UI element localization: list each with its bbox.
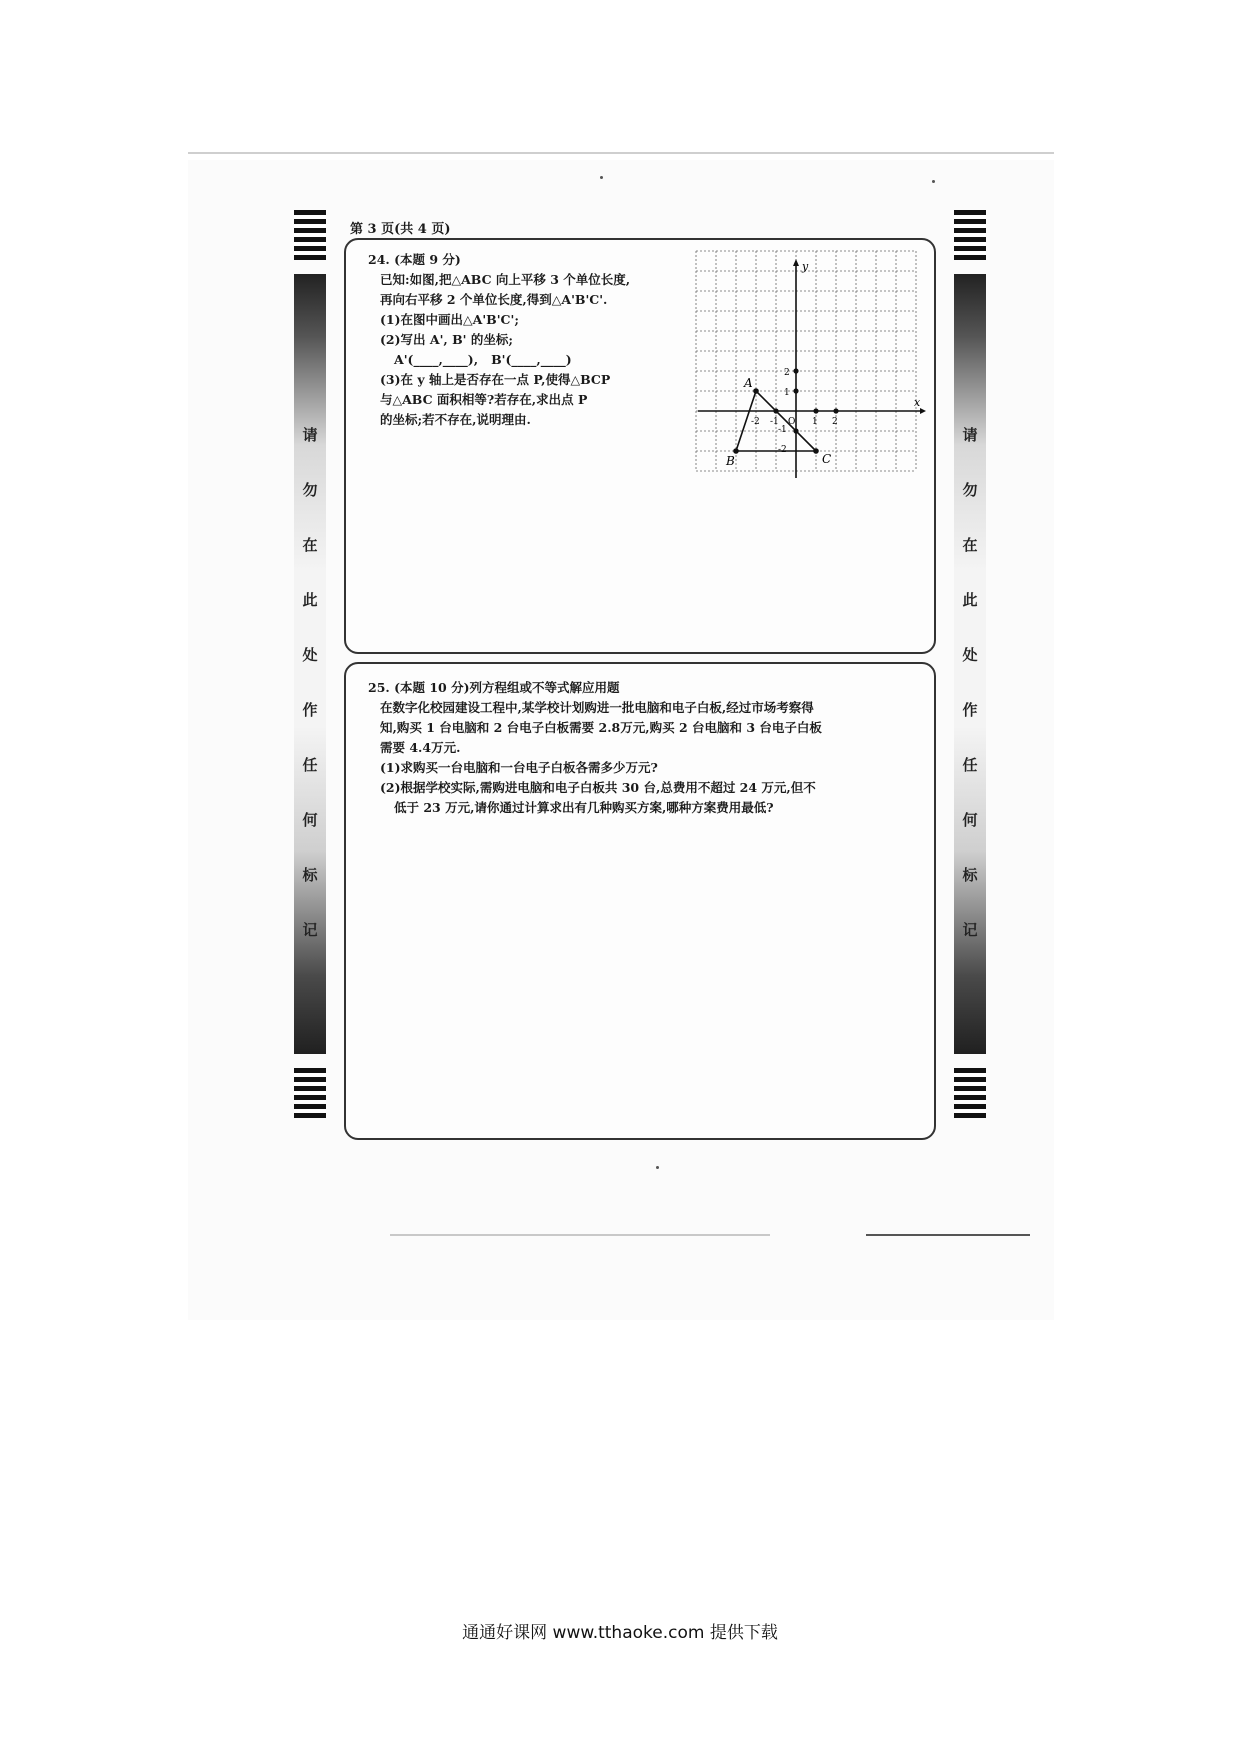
left-margin-strip: [294, 210, 326, 1118]
side-char: 此: [302, 591, 318, 609]
top-rule: [188, 152, 1054, 154]
side-char: 勿: [962, 481, 978, 499]
scan-speck: [656, 1166, 659, 1169]
question-line: 知,购买 1 台电脑和 2 台电子白板需要 2.8万元,购买 2 台电脑和 3 台电子白板: [380, 720, 822, 735]
scan-edge-line: [866, 1234, 1030, 1236]
y-axis-label: y: [802, 260, 809, 273]
question-line: 已知:如图,把△ABC 向上平移 3 个单位长度,: [380, 272, 631, 287]
tick-label: -2: [751, 417, 760, 427]
side-char: 标: [962, 866, 978, 884]
barcode-stripes: [954, 210, 986, 260]
side-char: 在: [302, 536, 318, 554]
question-line: (1)求购买一台电脑和一台电子白板各需多少万元?: [380, 760, 658, 775]
side-char: 何: [302, 811, 318, 829]
answer-box-q24[interactable]: [344, 238, 936, 654]
question-title: 25. (本题 10 分)列方程组或不等式解应用题: [368, 680, 620, 695]
question-line: (2)根据学校实际,需购进电脑和电子白板共 30 台,总费用不超过 24 万元,但不: [380, 780, 816, 795]
question-line: 需要 4.4万元.: [380, 740, 461, 755]
axis-dot: [793, 388, 798, 393]
coordinate-grid: [688, 246, 928, 486]
axis-dot: [793, 368, 798, 373]
question-line: 的坐标;若不存在,说明理由.: [380, 412, 531, 427]
question-line: 低于 23 万元,请你通过计算求出有几种购买方案,哪种方案费用最低?: [394, 800, 774, 815]
barcode-stripes: [294, 210, 326, 260]
side-char: 任: [962, 756, 978, 774]
axis-dot: [813, 408, 818, 413]
question-line: 与△ABC 面积相等?若存在,求出点 P: [380, 392, 588, 407]
scan-speck: [600, 176, 603, 179]
origin-label: O: [788, 417, 796, 427]
no-mark-band: [954, 274, 986, 1054]
axis-dot: [833, 408, 838, 413]
answer-box-q25[interactable]: [344, 662, 936, 1140]
side-char: 作: [962, 701, 978, 719]
tick-label: 1: [812, 417, 818, 427]
side-char: 记: [302, 921, 318, 939]
y-axis-arrow-icon: [793, 259, 799, 266]
question-line: (3)在 y 轴上是否存在一点 P,使得△BCP: [380, 372, 611, 387]
tick-label: 1: [784, 388, 790, 398]
scan-speck: [932, 180, 935, 183]
side-char: 此: [962, 591, 978, 609]
barcode-stripes: [954, 1068, 986, 1118]
no-mark-band: [294, 274, 326, 1054]
side-char: 在: [962, 536, 978, 554]
question-line: 再向右平移 2 个单位长度,得到△A'B'C'.: [380, 292, 608, 307]
side-char: 请: [962, 426, 978, 444]
right-margin-strip: [954, 210, 986, 1118]
tick-label: -2: [778, 445, 787, 455]
question-25: [368, 678, 908, 818]
side-char: 勿: [302, 481, 318, 499]
x-axis-label: x: [914, 396, 921, 409]
answer-blank-line: A'(____,____), B'(____,____): [394, 352, 572, 367]
scan-edge-line: [390, 1234, 770, 1236]
barcode-stripes: [294, 1068, 326, 1118]
side-char: 记: [962, 921, 978, 939]
vertex-point: [733, 448, 739, 454]
side-char: 处: [962, 646, 978, 664]
question-title: 24. (本题 9 分): [368, 252, 461, 267]
vertex-point: [753, 388, 759, 394]
footer-credit: 通通好课网 www.tthaoke.com 提供下载: [462, 1623, 778, 1643]
tick-label: -1: [770, 417, 779, 427]
side-char: 任: [302, 756, 318, 774]
question-24: [368, 250, 668, 430]
tick-label: 2: [784, 368, 790, 378]
tick-label: -1: [778, 425, 787, 435]
vertex-point: [813, 448, 819, 454]
side-char: 处: [302, 646, 318, 664]
question-line: (2)写出 A', B' 的坐标;: [380, 332, 513, 347]
vertex-label: A: [744, 376, 753, 390]
page-number-label: 第 3 页(共 4 页): [350, 222, 451, 237]
side-char: 请: [302, 426, 318, 444]
vertex-label: B: [726, 454, 735, 468]
question-line: 在数字化校园建设工程中,某学校计划购进一批电脑和电子白板,经过市场考察得: [380, 700, 814, 715]
side-char: 作: [302, 701, 318, 719]
tick-label: 2: [832, 417, 838, 427]
vertex-label: C: [822, 452, 832, 466]
side-char: 标: [302, 866, 318, 884]
question-line: (1)在图中画出△A'B'C';: [380, 312, 519, 327]
side-char: 何: [962, 811, 978, 829]
x-axis-arrow-icon: [920, 408, 926, 414]
